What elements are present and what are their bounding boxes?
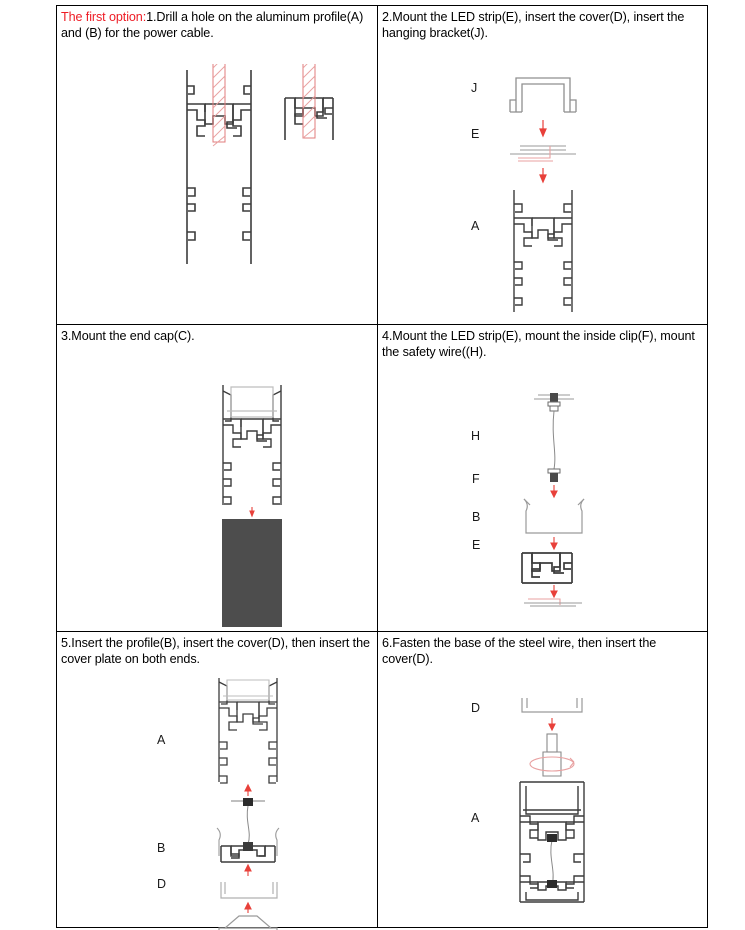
figure-step-3 xyxy=(57,325,377,631)
caption-step-6 xyxy=(378,632,707,667)
drawing-bracket-strip-profile xyxy=(508,66,638,316)
part-b-profile-5 xyxy=(221,846,275,862)
part-d-cover-6 xyxy=(522,698,582,712)
wire-anchor-bottom xyxy=(547,880,557,888)
part-label-b: B xyxy=(472,510,481,524)
arrow-down-h xyxy=(551,485,557,497)
drawing-profiles-with-drill-holes xyxy=(175,64,355,314)
part-b-profile xyxy=(522,553,572,583)
cell-step-2 xyxy=(378,6,708,325)
part-label-a-5: A xyxy=(157,733,166,747)
part-clip-5 xyxy=(217,828,279,856)
part-h-safety-wire xyxy=(534,393,574,482)
figure-step-6 xyxy=(378,632,707,927)
part-label-a: A xyxy=(471,219,480,233)
part-d-cover-5 xyxy=(221,882,277,898)
drill-hole-a xyxy=(213,64,225,146)
arrow-down-6 xyxy=(549,718,555,730)
figure-step-4 xyxy=(378,325,707,631)
caption-step-4 xyxy=(378,325,707,360)
caption-step-1 xyxy=(57,6,377,41)
figure-step-5 xyxy=(57,632,377,927)
arrow-up-3 xyxy=(245,903,251,913)
part-a-full-assembly xyxy=(520,782,584,902)
caption-text-4: 4.Mount the LED strip(E), mount the inside clip(F), mount the safety wire((H). xyxy=(382,329,695,359)
arrow-up-2 xyxy=(245,865,251,876)
part-label-a-6: A xyxy=(471,811,480,825)
caption-text-1: 1.Drill a hole on the aluminum profile(A) and (B) for the power cable. xyxy=(61,10,364,40)
part-e-led-strip xyxy=(510,146,576,161)
cell-step-3 xyxy=(57,325,378,632)
part-d-cover xyxy=(227,387,277,417)
part-label-d-5: D xyxy=(157,877,167,891)
table-row xyxy=(57,6,708,325)
arrow-down-endcap xyxy=(250,507,254,516)
cell-step-6 xyxy=(378,632,708,928)
part-label-b-5: B xyxy=(157,841,166,855)
instruction-table xyxy=(56,5,708,928)
part-label-h: H xyxy=(471,429,481,443)
caption-step-5 xyxy=(57,632,377,667)
arrow-down-f xyxy=(551,537,557,549)
drill-hole-b xyxy=(303,64,315,138)
cell-step-1 xyxy=(57,6,378,325)
part-wire-anchor xyxy=(243,842,253,851)
rotation-indicator xyxy=(530,757,574,771)
cell-step-4 xyxy=(378,325,708,632)
caption-text-3: 3.Mount the end cap(C). xyxy=(61,329,195,343)
arrow-down-1 xyxy=(540,120,546,136)
part-j-bracket xyxy=(510,78,576,112)
figure-step-1 xyxy=(57,6,377,324)
part-a-profile-5 xyxy=(219,678,277,783)
part-f-inside-clip xyxy=(524,499,584,533)
caption-text-6: 6.Fasten the base of the steel wire, then insert the cover(D). xyxy=(382,636,657,666)
caption-text-2: 2.Mount the LED strip(E), insert the cover(D), insert the hanging bracket(J). xyxy=(382,10,685,40)
part-a-profile xyxy=(514,190,572,312)
part-label-d-6: D xyxy=(471,701,481,715)
part-label-j: J xyxy=(471,81,478,95)
drawing-cover-and-assembly xyxy=(506,690,636,930)
part-label-f: F xyxy=(472,472,480,486)
arrow-up-1 xyxy=(245,785,251,796)
figure-step-2 xyxy=(378,6,707,324)
part-c-end-cap xyxy=(222,519,282,627)
drawing-profile-wire-cover-base xyxy=(197,670,337,930)
arrow-down-b xyxy=(551,585,557,597)
caption-highlight-1: The first option: xyxy=(61,10,147,24)
wire-anchor-top xyxy=(547,834,557,842)
arrow-down-2 xyxy=(540,168,546,182)
part-wire-gripper xyxy=(231,798,265,844)
cell-step-5 xyxy=(57,632,378,928)
table-row xyxy=(57,325,708,632)
caption-text-5: 5.Insert the profile(B), insert the cover(D), then insert the cover plate on both ends. xyxy=(61,636,370,666)
part-label-e-4: E xyxy=(472,538,481,552)
caption-step-2 xyxy=(378,6,707,41)
part-cover-plate xyxy=(219,916,277,930)
part-e-led-strip-4 xyxy=(524,599,582,606)
part-steel-wire-screw xyxy=(530,734,574,776)
part-profile-assembly xyxy=(223,385,281,505)
part-label-e: E xyxy=(471,127,480,141)
drawing-wire-clip-profile-strip xyxy=(510,387,630,607)
caption-step-3 xyxy=(57,325,377,345)
drawing-profile-with-endcap xyxy=(205,377,325,627)
part-cover-top-5 xyxy=(223,680,273,700)
table-row xyxy=(57,632,708,928)
